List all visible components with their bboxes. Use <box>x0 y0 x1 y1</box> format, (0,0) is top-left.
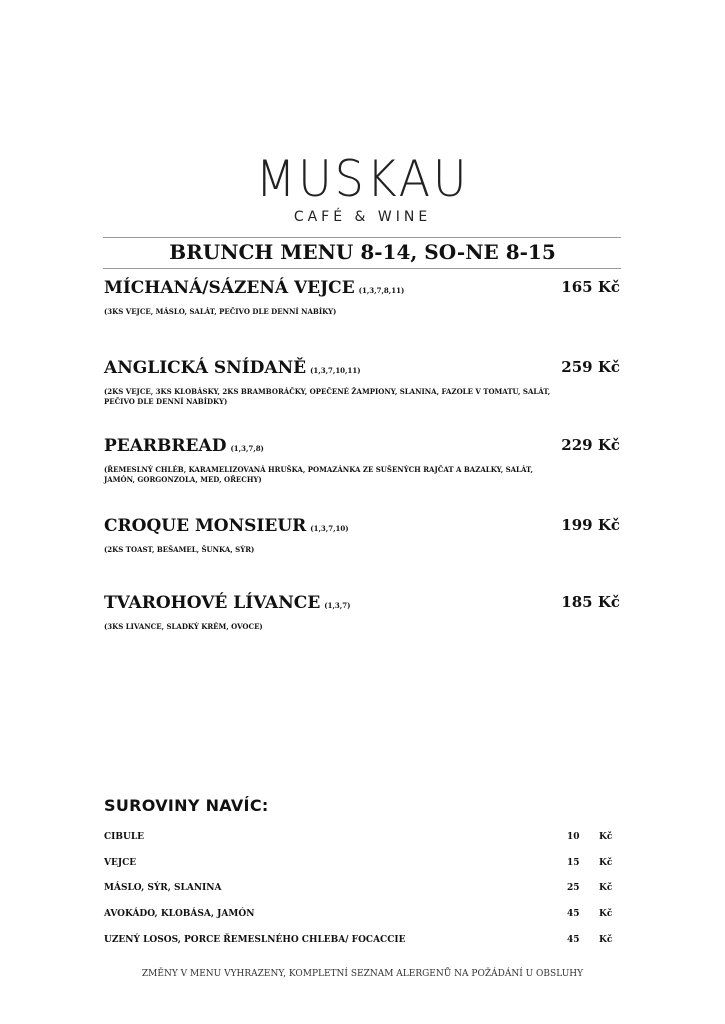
menu-item-allergens: (1,3,7,10) <box>310 524 349 533</box>
menu-item-name-line <box>104 593 624 613</box>
extra-price: 15 <box>567 858 580 868</box>
menu-item-description: (2KS VEJCE, 3KS KLOBÁSKY, 2KS BRAMBORÁČKY, OPEČENÉ ŽAMPIONY, SLANINA, FAZOLE V TOMATU, SALÁT, PEČIVO DLE DENNÍ NABÍDKY) <box>104 387 551 406</box>
title-divider-bottom <box>103 268 621 269</box>
footer-note: ZMĚNY V MENU VYHRAZENY, KOMPLETNÍ SEZNAM ALERGENŮ NA POŽÁDÁNÍ U OBSLUHY <box>141 969 584 979</box>
menu-item-price: 259 Kč <box>561 358 620 376</box>
menu-item-description: (2KS TOAST, BEŠAMEL, ŠUNKA, SÝR) <box>104 545 255 554</box>
menu-item-name: ANGLICKÁ SNÍDANĚ <box>104 358 307 378</box>
brand-subtitle: CAFÉ & WINE <box>293 209 432 225</box>
menu-item-allergens: (1,3,7,8) <box>230 444 264 453</box>
extra-currency: Kč <box>599 858 613 868</box>
menu-item <box>104 436 624 485</box>
title-divider-top <box>103 237 621 238</box>
menu-item-description: (3KS LIVANCE, SLADKÝ KRÉM, OVOCE) <box>104 622 263 631</box>
extra-price: 25 <box>567 883 580 893</box>
menu-item <box>104 516 624 555</box>
extra-currency: Kč <box>599 832 613 842</box>
extra-name: UZENÝ LOSOS, PORCE ŘEMESLNÉHO CHLEBA/ FOCACCIE <box>104 935 406 945</box>
extra-currency: Kč <box>599 935 613 945</box>
menu-item-price: 199 Kč <box>561 516 620 534</box>
menu-title: BRUNCH MENU 8-14, SO-NE 8-15 <box>169 240 556 264</box>
menu-item-price: 229 Kč <box>561 436 620 454</box>
extra-price: 45 <box>567 909 580 919</box>
menu-item <box>104 593 624 632</box>
menu-item-name-line <box>104 358 624 378</box>
menu-item-price: 185 Kč <box>561 593 620 611</box>
extra-currency: Kč <box>599 909 613 919</box>
menu-item-allergens: (1,3,7,8,11) <box>358 286 405 295</box>
extras-title: SUROVINY NAVÍC: <box>104 796 269 815</box>
extra-name: VEJCE <box>104 858 137 868</box>
menu-item-name: PEARBREAD <box>104 436 227 456</box>
extra-price: 45 <box>567 935 580 945</box>
menu-item-name: CROQUE MONSIEUR <box>104 516 307 536</box>
menu-item-description: (3KS VEJCE, MÁSLO, SALÁT, PEČIVO DLE DENNÍ NABÍKY) <box>104 307 337 316</box>
menu-item-name-line <box>104 436 624 456</box>
menu-item-allergens: (1,3,7) <box>324 601 351 610</box>
menu-item-name-line <box>104 278 624 298</box>
extra-name: CIBULE <box>104 832 145 842</box>
menu-item-price: 165 Kč <box>561 278 620 296</box>
menu-item-name: TVAROHOVÉ LÍVANCE <box>104 593 321 613</box>
extra-price: 10 <box>567 832 580 842</box>
menu-item-name: MÍCHANÁ/SÁZENÁ VEJCE <box>104 278 355 298</box>
menu-item <box>104 278 624 317</box>
extra-currency: Kč <box>599 883 613 893</box>
menu-item-allergens: (1,3,7,10,11) <box>310 366 361 375</box>
extra-name: AVOKÁDO, KLOBÁSA, JAMÓN <box>104 909 255 919</box>
brand-logo: MUSKAU <box>255 150 470 208</box>
menu-item-name-line <box>104 516 624 536</box>
extra-name: MÁSLO, SÝR, SLANINA <box>104 883 222 893</box>
menu-item <box>104 358 624 407</box>
menu-item-description: (ŘEMESLNÝ CHLÉB, KARAMELIZOVANÁ HRUŠKA, POMAZÁNKA ZE SUŠENÝCH RAJČAT A BAZALKY, SALÁT, JAMÓN, GORGONZOLA, MED, OŘECHY) <box>104 465 533 484</box>
